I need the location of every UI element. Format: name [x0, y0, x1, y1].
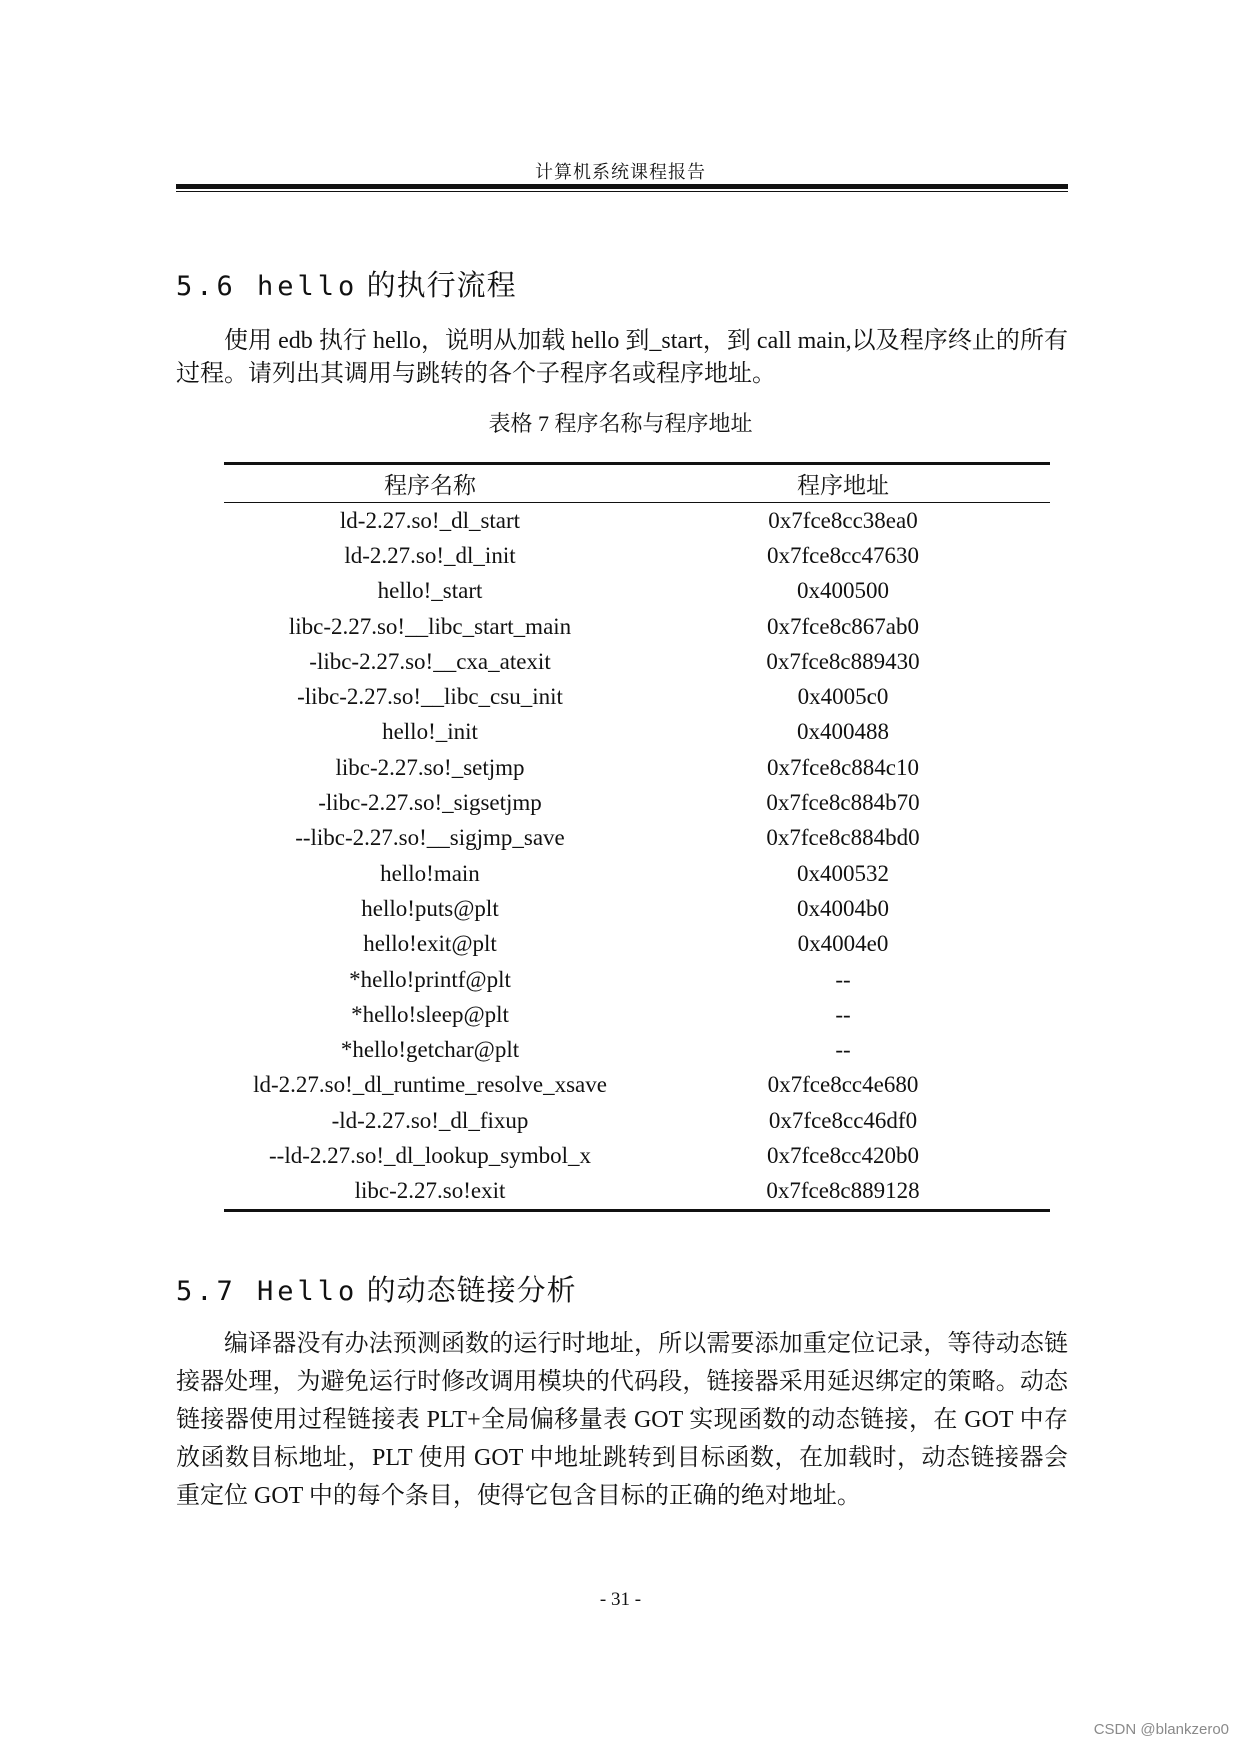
table-row: [224, 1068, 1050, 1103]
header-rule-thin: [176, 191, 1068, 192]
section-5-7-paragraph: 编译器没有办法预测函数的运行时地址，所以需要添加重定位记录，等待动态链接器处理，为避免运行时修改调用模块的代码段，链接器采用延迟绑定的策略。动态链接器使用过程链接表 PLT+全局偏移量表 GOT 实现函数的动态链接，在 GOT 中存放函数目标地址，PLT 使用 GOT 中地址跳转到目标函数，在加载时，动态链接器会重定位 GOT 中的每个条目，使得它包含目标的正确的绝对地址。: [176, 1331, 1068, 1509]
section-5-6-paragraph: 使用 edb 执行 hello，说明从加载 hello 到_start，到 call main,以及程序终止的所有过程。请列出其调用与跳转的各个子程序名或程序地址。: [176, 328, 1068, 387]
table-row: [224, 1138, 1050, 1173]
program-address-table: [224, 462, 1050, 1212]
table-row: [224, 715, 1050, 750]
table-row: [224, 1174, 1050, 1211]
table-row: [224, 856, 1050, 891]
running-header-title: 计算机系统课程报告: [535, 162, 706, 182]
cell-program-name: hello!main: [380, 860, 480, 886]
cell-program-name: libc-2.27.so!exit: [354, 1178, 506, 1204]
cell-program-name: --ld-2.27.so!_dl_lookup_symbol_x: [269, 1142, 591, 1168]
cell-program-name: -libc-2.27.so!_sigsetjmp: [318, 790, 542, 816]
cell-program-name: -ld-2.27.so!_dl_fixup: [331, 1107, 529, 1133]
table-row: [224, 927, 1050, 962]
table-row: [224, 1103, 1050, 1138]
table-row: [224, 962, 1050, 997]
cell-program-name: ld-2.27.so!_dl_runtime_resolve_xsave: [253, 1072, 607, 1098]
table-row: [224, 891, 1050, 926]
table-row: [224, 574, 1050, 609]
table-row: [224, 821, 1050, 856]
header-rule-thick: [176, 184, 1068, 189]
cell-program-name: libc-2.27.so!__libc_start_main: [288, 613, 572, 639]
cell-program-name: *hello!sleep@plt: [351, 1001, 509, 1027]
cell-program-name: --libc-2.27.so!__sigjmp_save: [295, 825, 565, 851]
table-header-row: [224, 464, 1050, 503]
header-program-name: 程序名称: [224, 464, 636, 503]
table-row: [224, 1032, 1050, 1067]
cell-program-address: 0x400488: [797, 719, 889, 745]
cell-program-name: -libc-2.27.so!__libc_csu_init: [297, 684, 563, 710]
cell-program-address: 0x7fce8c884b70: [766, 790, 920, 816]
cell-program-address: 0x7fce8cc46df0: [768, 1107, 918, 1133]
cell-program-address: 0x4004e0: [797, 931, 889, 957]
cell-program-address: 0x7fce8cc38ea0: [768, 507, 918, 533]
page-number: - 31 -: [599, 1589, 642, 1610]
cell-program-address: --: [835, 1037, 851, 1063]
cell-program-name: hello!_start: [377, 578, 483, 604]
header-program-address: 程序地址: [636, 464, 1050, 503]
cell-program-address: 0x7fce8c889128: [766, 1178, 920, 1204]
cell-program-name: libc-2.27.so!_setjmp: [335, 754, 525, 780]
cell-program-address: 0x4004b0: [797, 895, 889, 921]
section-title: 的动态链接分析: [366, 1275, 577, 1307]
csdn-watermark: CSDN @blankzero0: [1093, 1721, 1229, 1738]
table-caption: 表格 7 程序名称与程序地址: [488, 411, 753, 436]
cell-program-address: --: [835, 1001, 851, 1027]
table-row: [224, 538, 1050, 573]
cell-program-name: hello!puts@plt: [361, 895, 499, 921]
cell-program-name: *hello!printf@plt: [349, 966, 511, 992]
cell-program-address: 0x7fce8cc47630: [767, 542, 919, 568]
table-row: [224, 750, 1050, 785]
cell-program-address: 0x4005c0: [797, 684, 889, 710]
table-row: [224, 997, 1050, 1032]
cell-program-name: *hello!getchar@plt: [340, 1037, 520, 1063]
cell-program-address: 0x7fce8cc420b0: [767, 1142, 919, 1168]
table-row: [224, 644, 1050, 679]
table-row: [224, 503, 1050, 539]
cell-program-address: 0x400500: [797, 578, 889, 604]
cell-program-address: 0x400532: [797, 860, 889, 886]
table-row: [224, 679, 1050, 714]
section-heading-5-6: [176, 263, 517, 304]
cell-program-name: ld-2.27.so!_dl_start: [339, 507, 521, 533]
table-row: [224, 785, 1050, 820]
cell-program-address: 0x7fce8c884bd0: [766, 825, 920, 851]
cell-program-address: 0x7fce8c889430: [766, 648, 920, 674]
cell-program-address: 0x7fce8cc4e680: [767, 1072, 919, 1098]
cell-program-address: --: [835, 966, 851, 992]
cell-program-name: hello!exit@plt: [363, 931, 497, 957]
section-title: 的执行流程: [366, 270, 517, 302]
section-heading-5-7: [176, 1268, 577, 1309]
cell-program-address: 0x7fce8c884c10: [767, 754, 919, 780]
cell-program-name: hello!_init: [382, 719, 478, 745]
section-number: 5.6 hello: [176, 271, 359, 302]
cell-program-name: ld-2.27.so!_dl_init: [344, 542, 516, 568]
cell-program-name: -libc-2.27.so!__cxa_atexit: [309, 648, 551, 674]
section-number: 5.7 Hello: [176, 1276, 359, 1307]
cell-program-address: 0x7fce8c867ab0: [767, 613, 919, 639]
table-row: [224, 609, 1050, 644]
